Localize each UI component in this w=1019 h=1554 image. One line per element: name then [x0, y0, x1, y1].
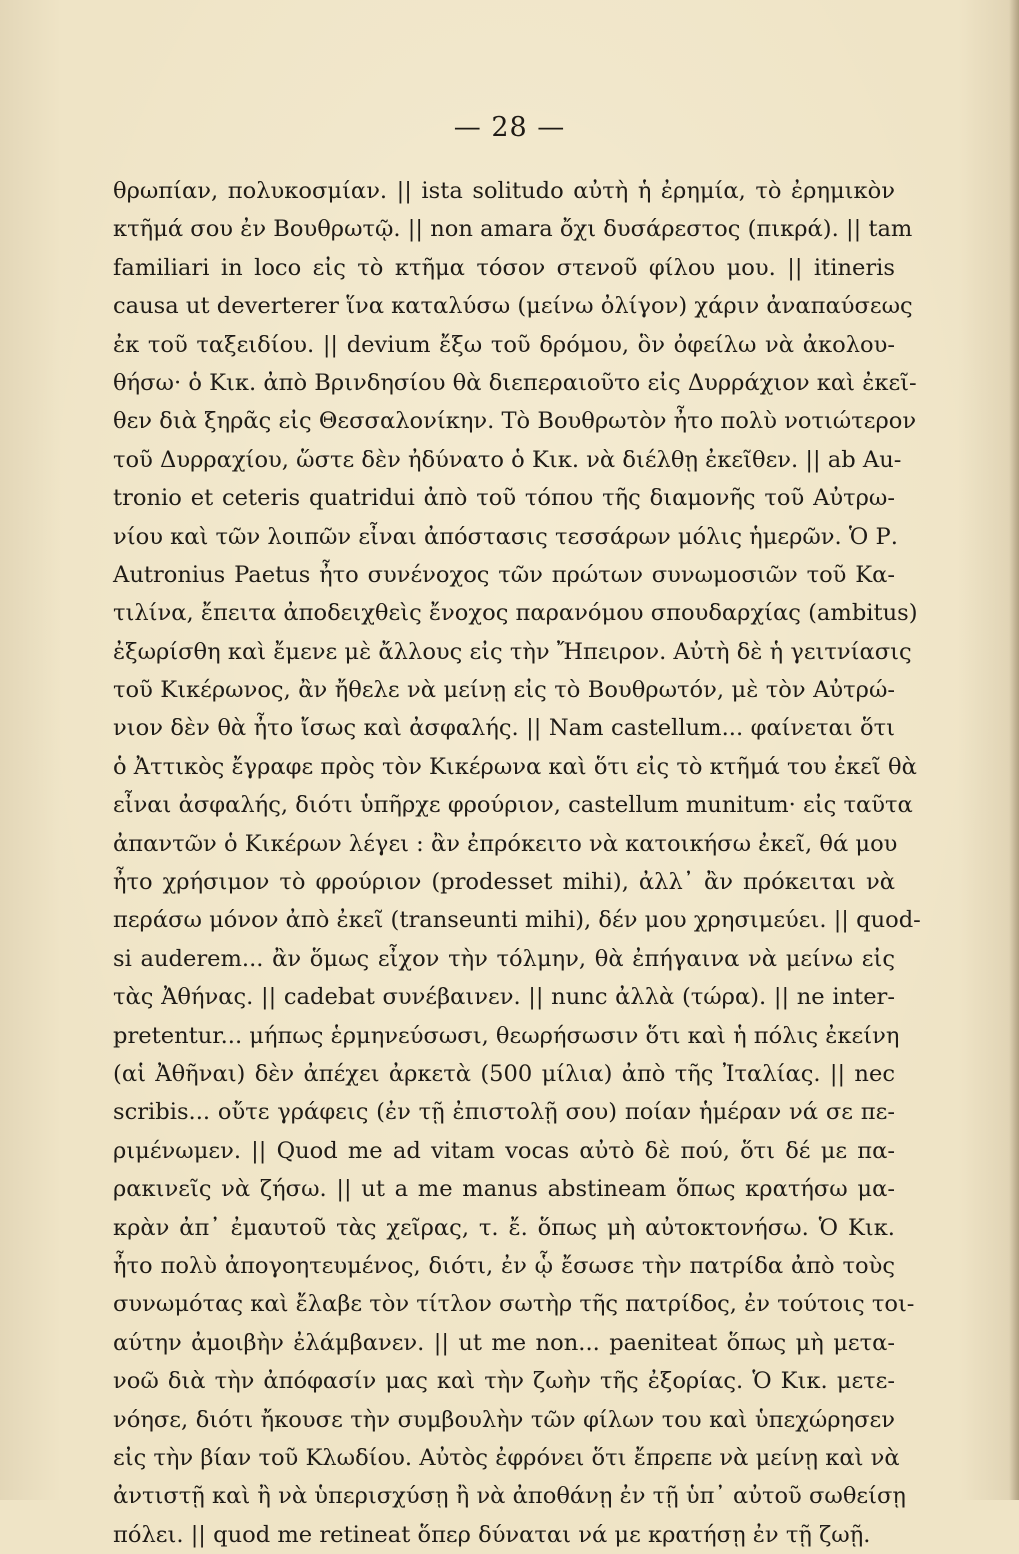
text-line: ἦτο πολὺ ἀπογοητευμένος, διότι, ἐν ᾧ ἔσωσε τὴν πατρίδα ἀπὸ τοὺς [113, 1252, 895, 1279]
text-line: tronio et ceteris quatridui ἀπὸ τοῦ τόπου τῆς διαμονῆς τοῦ Αὐτρω- [113, 485, 895, 512]
text-line: pretentur... μήπως ἑρμηνεύσωσι, θεωρήσωσιν ὅτι καὶ ἡ πόλις ἐκείνη [113, 1022, 900, 1049]
text-line: ἦτο χρήσιμον τὸ φρούριον (prodesset mihi), ἀλλ᾿ ἂν πρόκειται νὰ [113, 869, 895, 896]
text-line: εἰς τὴν βίαν τοῦ Κλωδίου. Αὐτὸς ἐφρόνει ὅτι ἔπρεπε νὰ μείνῃ καὶ νὰ [113, 1444, 900, 1471]
page-edge-shadow [1009, 0, 1019, 1500]
text-line: ριμένωμεν. || Quod me ad vitam vocas αὐτὸ δὲ πού, ὅτι δέ με πα- [113, 1137, 895, 1164]
text-line: si auderem... ἂν ὅμως εἶχον τὴν τόλμην, θὰ ἐπήγαινα νὰ μείνω εἰς [113, 945, 895, 972]
text-line: τοῦ Κικέρωνος, ἂν ἤθελε νὰ μείνῃ εἰς τὸ Βουθρωτόν, μὲ τὸν Αὐτρώ- [113, 677, 895, 704]
text-line: ἀντιστῇ καὶ ἢ νὰ ὑπερισχύσῃ ἢ νὰ ἀποθάνῃ ἐν τῇ ὑπ᾿ αὐτοῦ σωθείσῃ [113, 1483, 906, 1510]
text-line: νοῶ διὰ τὴν ἀπόφασίν μας καὶ τὴν ζωὴν τῆς ἐξορίας. Ὁ Κικ. μετε- [113, 1368, 895, 1395]
text-line: ἐκ τοῦ ταξειδίου. || devium ἔξω τοῦ δρόμου, ὃν ὀφείλω νὰ ἀκολου- [113, 331, 895, 358]
text-line: ρακινεῖς νὰ ζήσω. || ut a me manus abstineam ὅπως κρατήσω μα- [113, 1176, 895, 1203]
text-line: συνωμότας καὶ ἔλαβε τὸν τίτλον σωτὴρ τῆς πατρίδος, ἐν τούτοις τοι- [113, 1291, 915, 1318]
text-line: τοῦ Δυρραχίου, ὥστε δὲν ἠδύνατο ὁ Κικ. νὰ διέλθῃ ἐκεῖθεν. || ab Au- [113, 446, 902, 473]
text-line: κρὰν ἀπ᾿ ἐμαυτοῦ τὰς χεῖρας, τ. ἔ. ὅπως μὴ αὐτοκτονήσω. Ὁ Κικ. [113, 1214, 895, 1241]
text-line: causa ut deverterer ἵνα καταλύσω (μείνω ὀλίγον) χάριν ἀναπαύσεως [113, 293, 913, 320]
text-line: εἶναι ἀσφαλής, διότι ὑπῆρχε φρούριον, castellum munitum· εἰς ταῦτα [113, 792, 913, 819]
text-line: τιλίνα, ἔπειτα ἀποδειχθεὶς ἔνοχος παρανόμου σπουδαρχίας (ambitus) [113, 600, 918, 627]
text-line: περάσω μόνον ἀπὸ ἐκεῖ (transeunti mihi), δέν μου χρησιμεύει. || quod- [113, 907, 921, 934]
text-line: scribis... οὔτε γράφεις (ἐν τῇ ἐπιστολῇ σου) ποίαν ἡμέραν νά σε πε- [113, 1099, 895, 1126]
text-line: αύτην ἀμοιβὴν ἐλάμβανεν. || ut me non... paeniteat ὅπως μὴ μετα- [113, 1329, 895, 1356]
text-line: ὁ Ἀττικὸς ἔγραφε πρὸς τὸν Κικέρωνα καὶ ὅτι εἰς τὸ κτῆμά του ἐκεῖ θὰ [113, 753, 917, 780]
text-line: κτῆμά σου ἐν Βουθρωτῷ. || non amara ὄχι δυσάρεστος (πικρά). || tam [113, 216, 913, 243]
text-line: νιον δὲν θὰ ἦτο ἴσως καὶ ἀσφαλής. || Nam castellum... φαίνεται ὅτι [113, 715, 895, 742]
commentary-text [113, 172, 921, 1554]
text-line: ἀπαντῶν ὁ Κικέρων λέγει : ἂν ἐπρόκειτο νὰ κατοικήσω ἐκεῖ, θά μου [113, 830, 898, 857]
text-line: θεν διὰ ξηρᾶς εἰς Θεσσαλονίκην. Τὸ Βουθρωτὸν ἦτο πολὺ νοτιώτερον [113, 408, 917, 435]
text-line: νόησε, διότι ἤκουσε τὴν συμβουλὴν τῶν φίλων του καὶ ὑπεχώρησεν [113, 1406, 895, 1433]
page-number: — 28 — [453, 112, 566, 143]
text-line: θρωπίαν, πολυκοσμίαν. || ista solitudo αὐτὴ ἡ ἐρημία, τὸ ἐρημικὸν [113, 178, 895, 204]
text-line: (αἱ Ἀθῆναι) δὲν ἀπέχει ἀρκετὰ (500 μίλια) ἀπὸ τῆς Ἰταλίας. || nec [113, 1060, 895, 1087]
text-line: τὰς Ἀθήνας. || cadebat συνέβαινεν. || nunc ἀλλὰ (τώρα). || ne inter- [113, 984, 895, 1011]
text-line: ἐξωρίσθη καὶ ἔμενε μὲ ἄλλους εἰς τὴν Ἤπειρον. Αὐτὴ δὲ ἡ γειτνίασις [113, 638, 912, 665]
text-line: θήσω· ὁ Κικ. ἀπὸ Βρινδησίου θὰ διεπεραιοῦτο εἰς Δυρράχιον καὶ ἐκεῖ- [113, 369, 917, 396]
text-line: πόλει. || quod me retineat ὅπερ δύναται νά με κρατήσῃ ἐν τῇ ζωῇ. [113, 1521, 871, 1548]
text-line: Autronius Paetus ἦτο συνένοχος τῶν πρώτων συνωμοσιῶν τοῦ Κα- [113, 561, 895, 588]
text-line: νίου καὶ τῶν λοιπῶν εἶναι ἀπόστασις τεσσάρων μόλις ἡμερῶν. Ὁ Ρ. [113, 523, 898, 550]
text-line: familiari in loco εἰς τὸ κτῆμα τόσον στενοῦ φίλου μου. || itineris [113, 254, 895, 281]
